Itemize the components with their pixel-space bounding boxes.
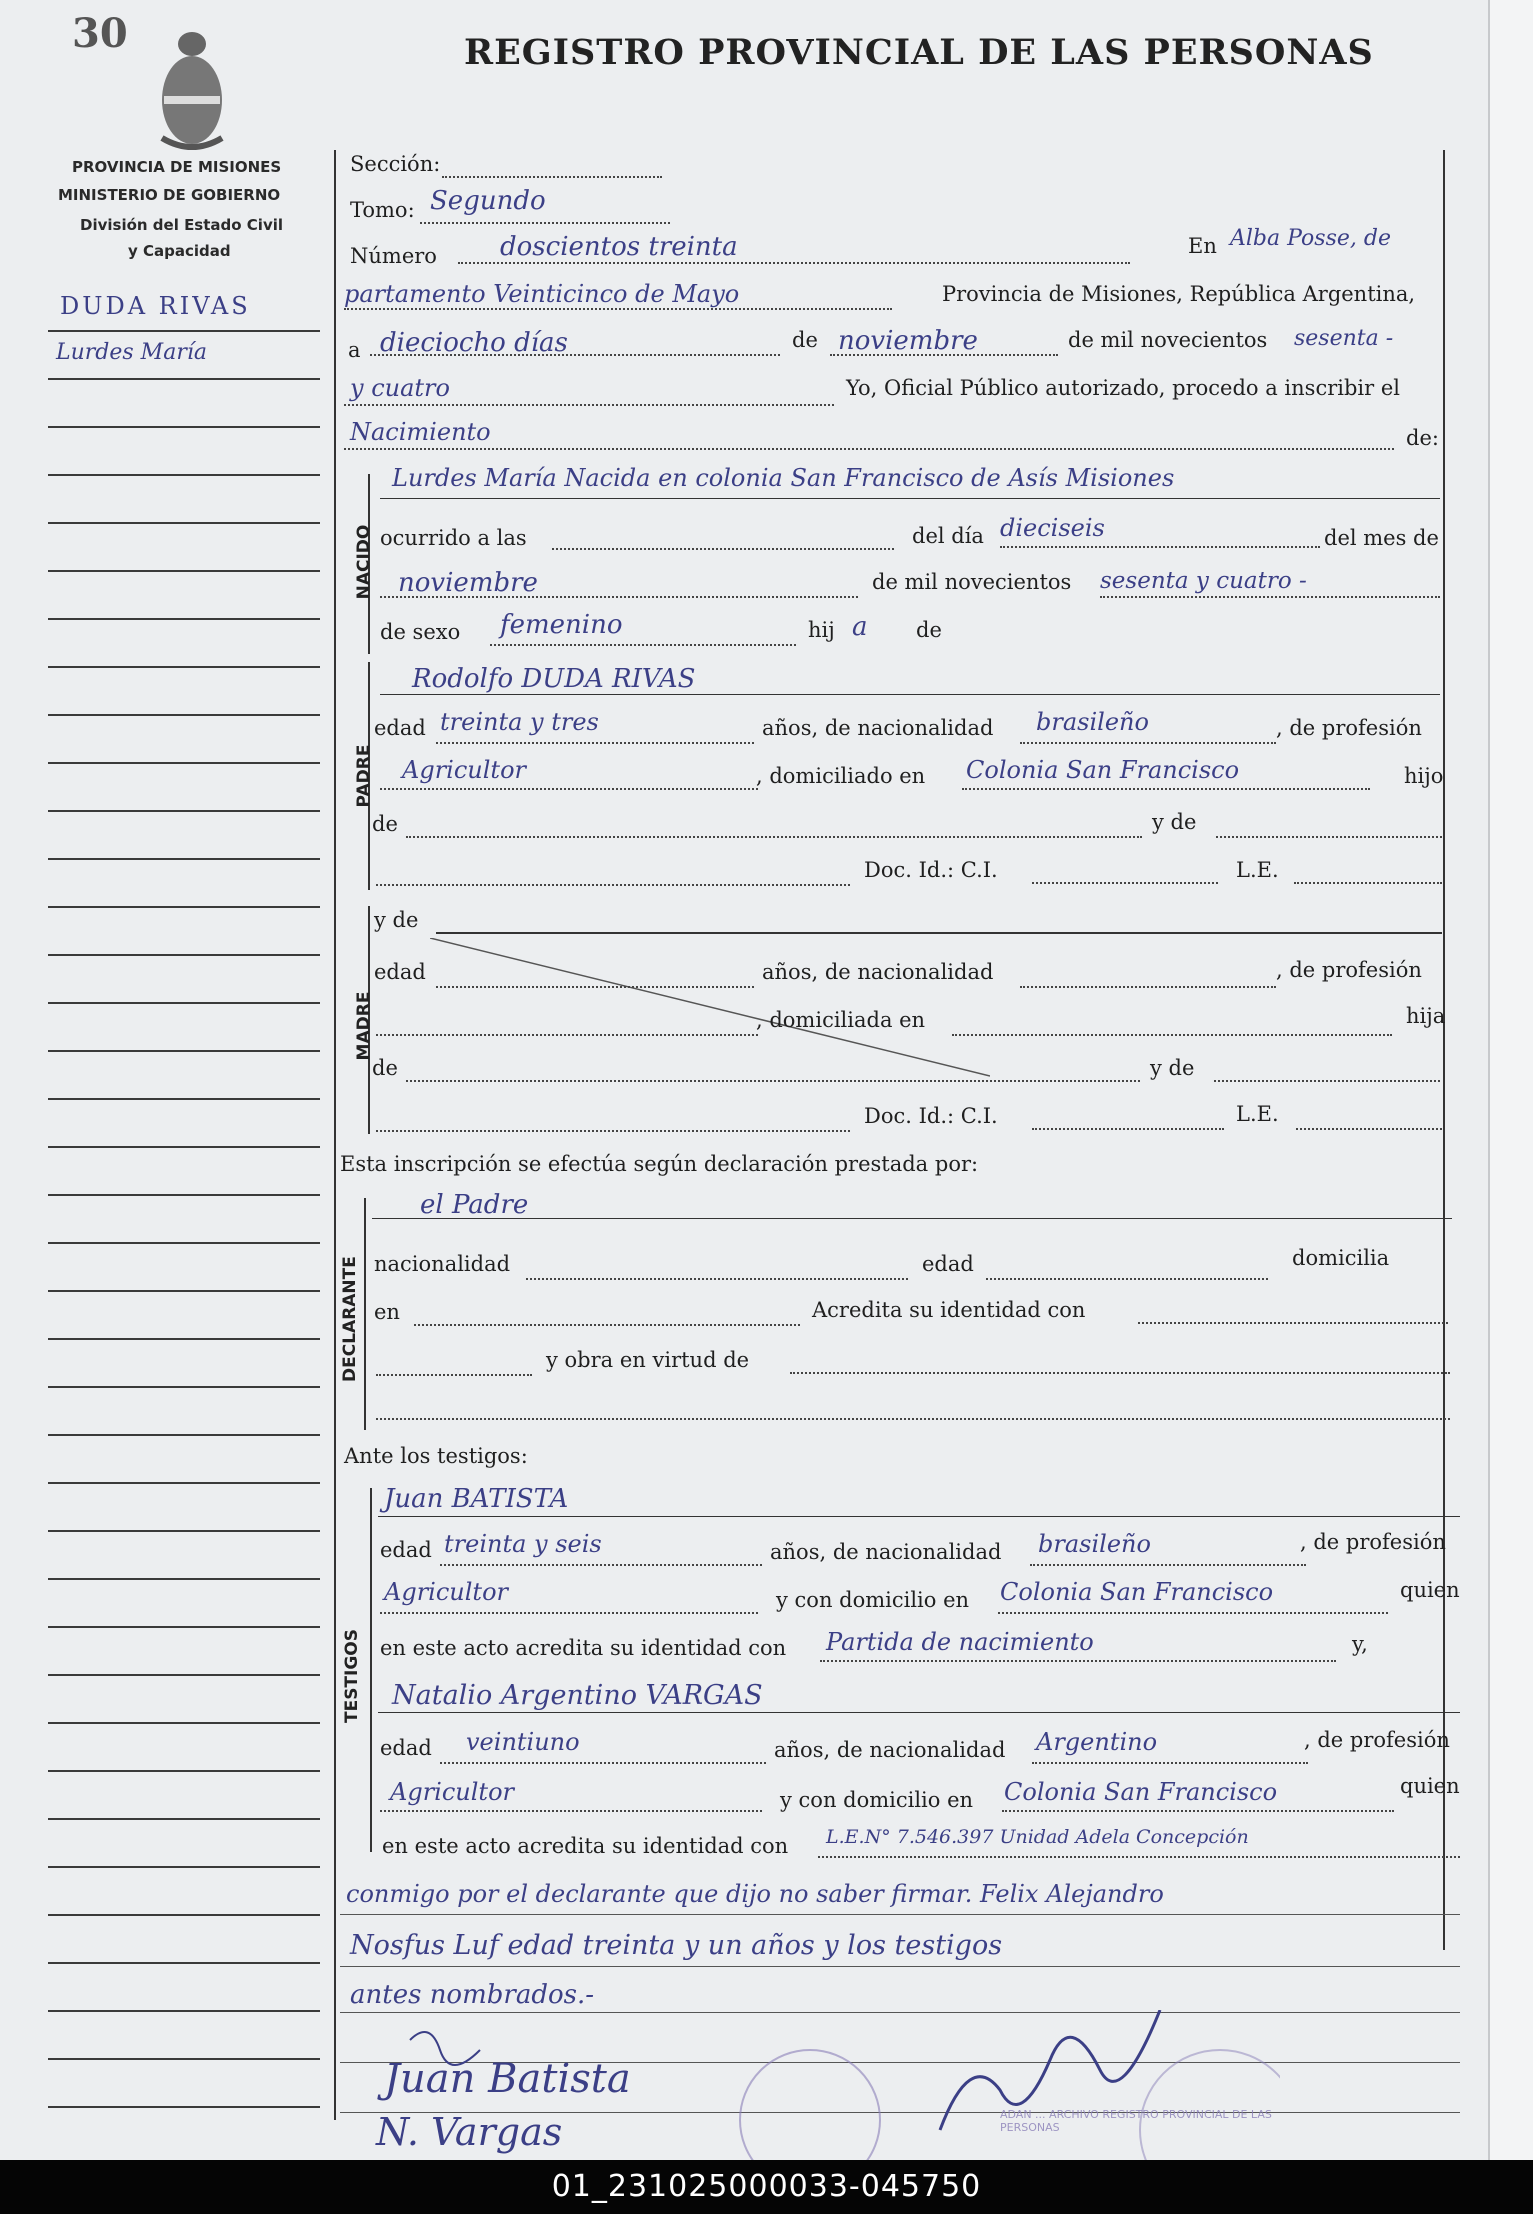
margin-rule-line [48,1434,320,1436]
label-ocurrido: ocurrido a las [380,526,527,550]
value-testigo1-edad: treinta y seis [444,1530,602,1558]
label-padre-edad: edad [374,716,426,740]
label-t2-domicilio: y con domicilio en [780,1788,974,1812]
label-madre-profesion: , de profesión [1276,958,1422,982]
label-hij: hij [808,618,835,642]
label-madre-y-de-2: y de [1150,1056,1195,1080]
label-hij-de: de [916,618,942,642]
value-padre-prof: Agricultor [402,756,526,784]
page-edge [1488,0,1533,2160]
label-t1-domicilio: y con domicilio en [776,1588,970,1612]
margin-rule-line [48,810,320,812]
margin-rule-line [48,1482,320,1484]
value-testigo1-nombre: Juan BATISTA [384,1484,569,1514]
margin-rule-line [48,1770,320,1772]
label-de-mes: de [792,328,818,352]
label-madre-domiciliada: , domiciliada en [756,1008,926,1032]
label-t2-edad: edad [380,1736,432,1760]
margin-name-2: Lurdes María [56,340,207,365]
label-madre-edad: edad [374,960,426,984]
margin-rule-line [48,2010,320,2012]
value-anio-2: y cuatro [350,374,450,402]
label-t1-edad: edad [380,1538,432,1562]
value-acto: Nacimiento [350,418,491,446]
value-sexo: femenino [500,610,623,640]
label-madre-y-de: y de [374,908,419,932]
margin-rule-line [48,1290,320,1292]
value-testigo2-edad: veintiuno [466,1728,580,1756]
label-a: a [348,338,361,362]
label-t2-anos-nac: años, de nacionalidad [774,1738,1006,1762]
label-padre-profesion: , de profesión [1276,716,1422,740]
margin-rule-line [48,1530,320,1532]
margin-rule-line [48,618,320,620]
margin-rule-line [48,1578,320,1580]
label-decl-domicilia: domicilia [1292,1246,1390,1270]
value-en-lugar: Alba Posse, de [1230,226,1391,251]
signature-2: N. Vargas [376,2110,563,2154]
margin-rule-line [48,1338,320,1340]
label-padre-le: L.E. [1236,858,1279,882]
label-padre-de: de [372,812,398,836]
margin-rule-line [48,858,320,860]
margin-rule-line [48,1674,320,1676]
margin-rule-line [48,1386,320,1388]
value-testigo1-doc: Partida de nacimiento [826,1628,1094,1656]
org-line-4: y Capacidad [128,242,231,260]
note-line-3: antes nombrados.- [350,1980,595,2010]
margin-rule-line [48,666,320,668]
label-del-mes-de: del mes de [1324,526,1439,550]
value-hij-suffix: a [852,612,868,642]
label-decl-acredita: Acredita su identidad con [812,1298,1086,1322]
label-padre-y-de: y de [1152,810,1197,834]
section-label-madre: MADRE [354,991,374,1061]
margin-rule-line [48,1098,320,1100]
margin-rule-line [48,906,320,908]
value-testigo1-dom: Colonia San Francisco [1000,1578,1274,1606]
margin-rule-line [48,954,320,956]
value-lugar-2: partamento Veinticinco de Mayo [344,280,740,308]
value-anio-1: sesenta - [1294,326,1394,351]
value-tomo: Segundo [430,186,546,216]
label-padre-domiciliado: , domiciliado en [756,764,926,788]
label-ante-testigos: Ante los testigos: [344,1444,528,1468]
value-padre-edad: treinta y tres [440,708,599,736]
label-madre-hija: hija [1406,1004,1446,1028]
org-line-1: PROVINCIA DE MISIONES [72,158,282,176]
section-label-padre: PADRE [354,744,374,808]
value-testigo2-doc: L.E.N° 7.546.397 Unidad Adela Concepción [826,1826,1249,1848]
left-border [334,150,336,2120]
label-madre-anos-nac: años, de nacionalidad [762,960,994,984]
margin-rule-line [48,1866,320,1868]
label-t1-profesion: , de profesión [1300,1530,1446,1554]
margin-rule-line [48,426,320,428]
value-testigo2-nac: Argentino [1036,1728,1158,1756]
label-yo-oficial: Yo, Oficial Público autorizado, procedo a inscribir el [846,376,1400,400]
value-dia-nac: dieciseis [1000,514,1105,542]
label-provincia: Provincia de Misiones, República Argentina, [942,282,1416,306]
section-label-testigos: TESTIGOS [342,1628,362,1724]
label-t2-en-este-acto: en este acto acredita su identidad con [382,1834,789,1858]
right-border [1443,150,1445,1950]
value-testigo2-dom: Colonia San Francisco [1004,1778,1278,1806]
margin-rule-line [48,1818,320,1820]
margin-rule-line [48,522,320,524]
section-label-nacido: NACIDO [354,524,374,600]
archive-stamp: ADAN ... ARCHIVO REGISTRO PROVINCIAL DE LAS PERSONAS [1000,2108,1272,2134]
org-line-3: División del Estado Civil [80,216,284,234]
margin-rule-line [48,1050,320,1052]
label-padre-doc: Doc. Id.: C.I. [864,858,998,882]
label-t1-y: y, [1352,1632,1368,1656]
label-madre-le: L.E. [1236,1102,1279,1126]
value-mes-nac: noviembre [398,568,538,598]
value-testigo1-prof: Agricultor [384,1578,508,1606]
org-line-2: MINISTERIO DE GOBIERNO [58,186,281,204]
image-code-footer: 01_231025000033-045750 [0,2160,1533,2214]
margin-rule-line [48,2106,320,2108]
value-anio-nac: sesenta y cuatro - [1100,568,1307,594]
label-del-dia: del día [912,524,984,548]
label-numero: Número [350,244,437,268]
margin-rule-line [48,378,320,380]
margin-rule-line [48,714,320,716]
margin-rule-line [48,1914,320,1916]
label-t1-quien: quien [1400,1578,1460,1602]
label-mil-novecientos: de mil novecientos [1068,328,1268,352]
label-decl-nacionalidad: nacionalidad [374,1252,511,1276]
section-label-declarante: DECLARANTE [340,1256,360,1382]
value-declarante: el Padre [420,1190,529,1220]
margin-rule-line [48,1194,320,1196]
value-padre-dom: Colonia San Francisco [966,756,1240,784]
margin-rule-line [48,1722,320,1724]
coat-of-arms-icon [150,28,234,154]
value-padre-nac: brasileño [1036,708,1149,736]
margin-rule-line [48,1146,320,1148]
margin-name-1: DUDA RIVAS [60,292,251,320]
value-numero: doscientos treinta [500,232,738,262]
note-line-1: conmigo por el declarante que dijo no saber firmar. Felix Alejandro [346,1880,1164,1908]
label-t2-quien: quien [1400,1774,1460,1798]
label-padre-hijo: hijo [1404,764,1444,788]
label-t1-anos-nac: años, de nacionalidad [770,1540,1002,1564]
value-dia: dieciocho días [380,328,568,358]
margin-rule-line [48,570,320,572]
label-tomo: Tomo: [350,198,415,222]
label-esta-inscripcion: Esta inscripción se efectúa según declaración prestada por: [340,1152,979,1176]
label-decl-edad: edad [922,1252,974,1276]
margin-rule-line [48,474,320,476]
label-de-colon: de: [1406,426,1439,450]
margin-rule-line [48,1002,320,1004]
label-seccion: Sección: [350,152,441,176]
value-nacido-nombre: Lurdes María Nacida en colonia San Francisco de Asís Misiones [392,464,1175,492]
label-madre-doc: Doc. Id.: C.I. [864,1104,998,1128]
margin-rule-line [48,1962,320,1964]
label-madre-de: de [372,1056,398,1080]
value-testigo2-prof: Agricultor [390,1778,514,1806]
label-padre-anos-nac: años, de nacionalidad [762,716,994,740]
margin-rule-line [48,330,320,332]
label-en: En [1188,234,1217,258]
value-padre-nombre: Rodolfo DUDA RIVAS [412,664,696,694]
label-de-sexo: de sexo [380,620,461,644]
note-line-2: Nosfus Luf edad treinta y un años y los testigos [350,1930,1003,1961]
page-number: 30 [72,10,128,57]
margin-rule-line [48,2058,320,2060]
margin-rule-line [48,762,320,764]
label-mil-nov-2: de mil novecientos [872,570,1072,594]
signature-1: Juan Batista [384,2056,631,2102]
value-mes: noviembre [838,326,978,356]
label-decl-en: en [374,1300,400,1324]
main-title: REGISTRO PROVINCIAL DE LAS PERSONAS [464,32,1374,73]
label-t2-profesion: , de profesión [1304,1728,1450,1752]
label-decl-obra: y obra en virtud de [546,1348,750,1372]
label-t1-en-este-acto: en este acto acredita su identidad con [380,1636,787,1660]
value-testigo1-nac: brasileño [1038,1530,1151,1558]
value-testigo2-nombre: Natalio Argentino VARGAS [392,1680,763,1711]
margin-rule-line [48,1242,320,1244]
margin-rule-line [48,1626,320,1628]
